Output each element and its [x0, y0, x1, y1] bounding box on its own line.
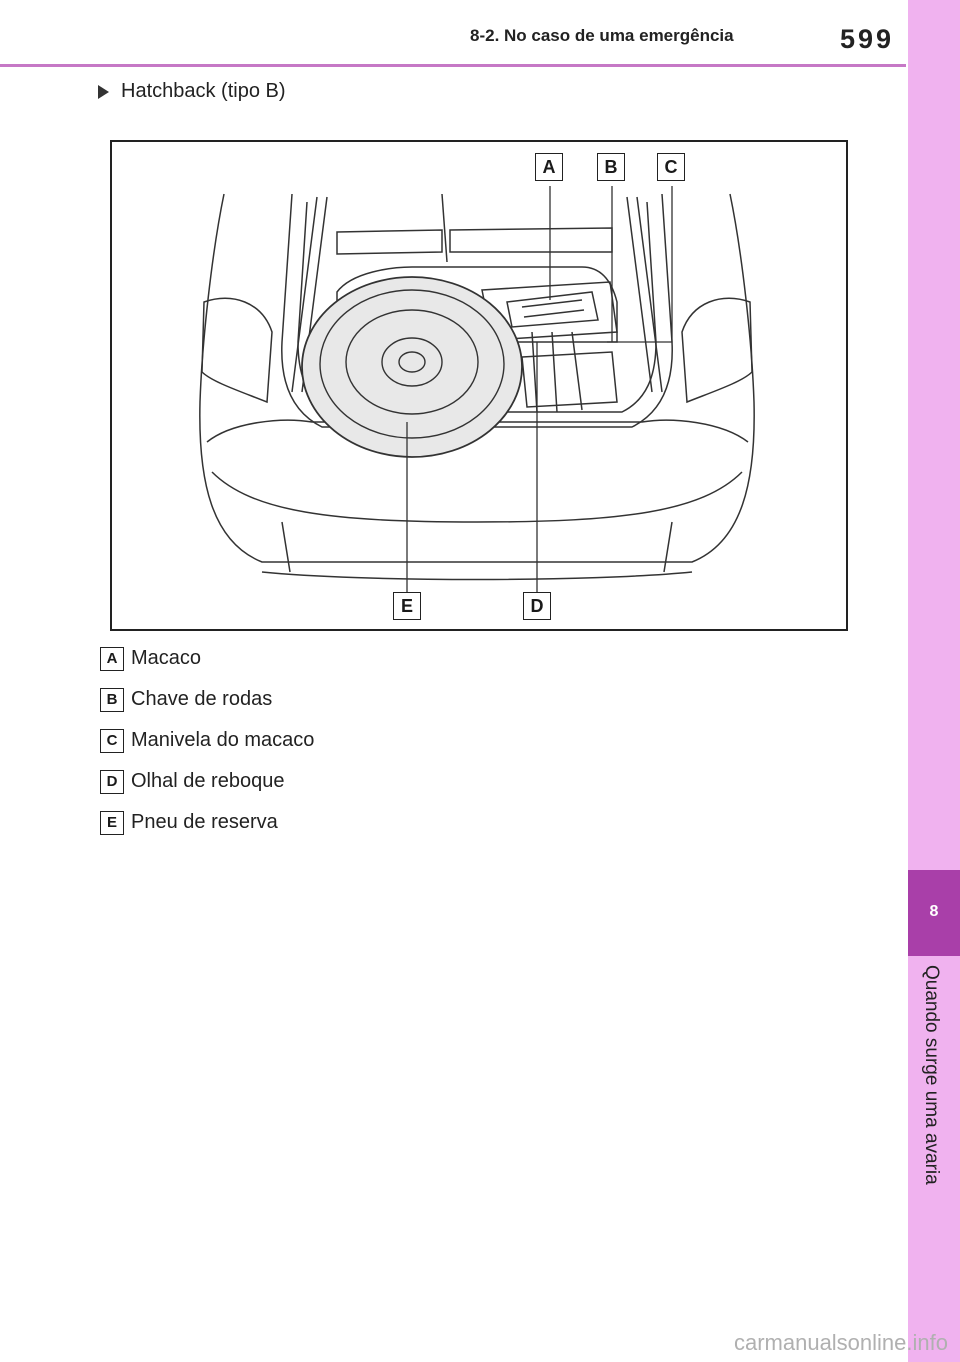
legend-key: E	[100, 811, 124, 835]
legend-item	[100, 761, 314, 802]
legend-key: B	[100, 688, 124, 712]
legend-label: Olhal de reboque	[131, 770, 285, 792]
car-rear-drawing	[112, 142, 846, 629]
legend-list	[100, 638, 314, 843]
page-number: 599	[840, 24, 895, 54]
legend-label: Manivela do macaco	[131, 729, 315, 751]
callout-a: A	[535, 153, 563, 181]
subheading-text: Hatchback (tipo B)	[121, 80, 286, 102]
legend-item	[100, 802, 314, 843]
legend-item	[100, 638, 314, 679]
subheading	[98, 80, 286, 103]
legend-key: C	[100, 729, 124, 753]
watermark: carmanualsonline.info	[733, 1330, 948, 1355]
legend-label: Pneu de reserva	[131, 811, 278, 833]
callout-c: C	[657, 153, 685, 181]
legend-label: Chave de rodas	[131, 688, 273, 710]
legend-item	[100, 679, 314, 720]
section-title: 8-2. No caso de uma emergência	[470, 26, 734, 45]
trunk-illustration	[110, 140, 848, 631]
legend-item	[100, 720, 314, 761]
legend-key: A	[100, 647, 124, 671]
callout-e: E	[393, 592, 421, 620]
legend-key: D	[100, 770, 124, 794]
callout-d: D	[523, 592, 551, 620]
legend-label: Macaco	[131, 647, 202, 669]
header-rule	[0, 64, 906, 67]
chapter-number: 8	[929, 903, 939, 920]
triangle-bullet-icon	[98, 85, 109, 99]
callout-b: B	[597, 153, 625, 181]
chapter-title: Quando surge uma avaria	[921, 965, 942, 1185]
